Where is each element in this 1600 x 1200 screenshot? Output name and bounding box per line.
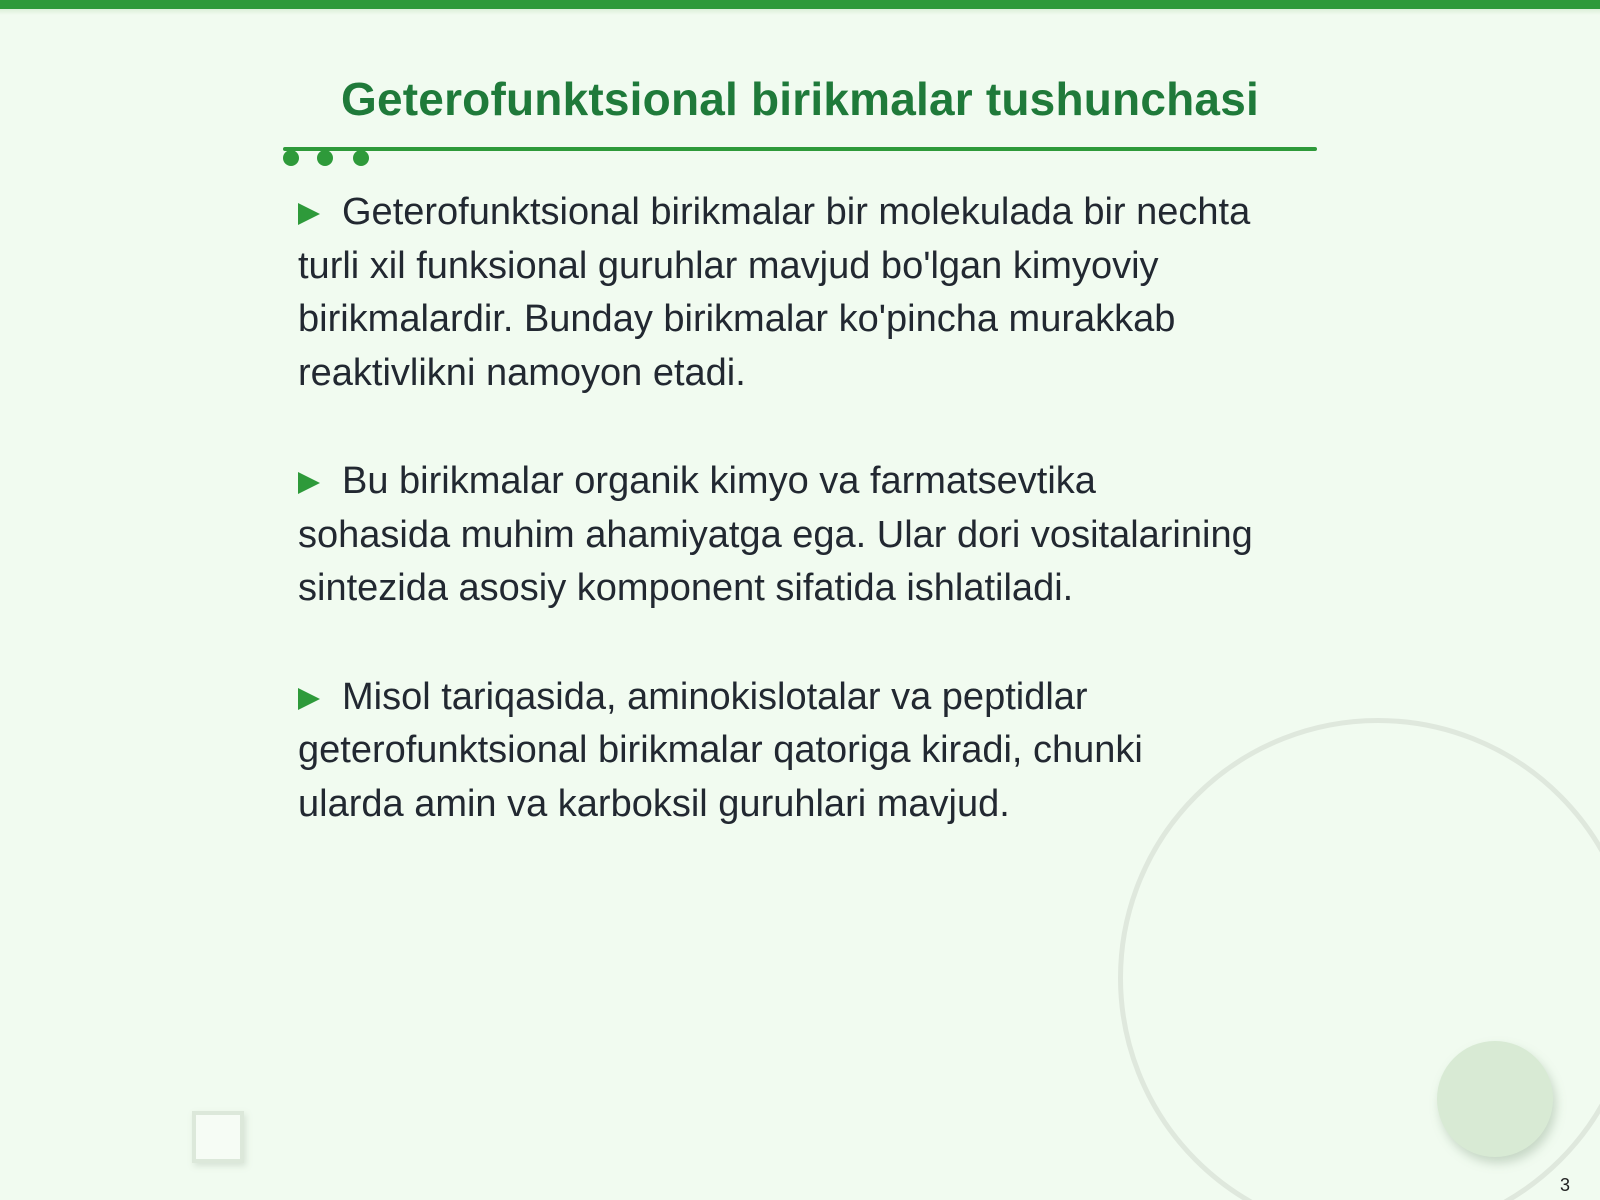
bullet-text: Misol tariqasida, aminokislotalar va peptidlar geterofunktsional birikmalar qatoriga kiradi, chunki ularda amin va karboksil guruhlari mavjud. xyxy=(298,675,1143,825)
decorative-circle xyxy=(1437,1041,1553,1157)
page-number: 3 xyxy=(1559,1175,1570,1195)
decorative-dot-icon xyxy=(353,150,369,166)
decorative-dot-icon xyxy=(283,150,299,166)
top-bar-shadow xyxy=(0,9,1600,15)
bullet-text: Geterofunktsional birikmalar bir molekulada bir nechta turli xil funksional guruhlar mavjud bo'lgan kimyoviy birikmalardir. Bunday birikmalar ko'pincha murakkab reaktivlikni namoyon etadi. xyxy=(298,191,1251,394)
decorative-dot-icon xyxy=(317,150,333,166)
triangle-bullet-icon xyxy=(298,688,320,710)
bullet-text: Bu birikmalar organik kimyo va farmatsevtika sohasida muhim ahamiyatga ega. Ular dori vositalarining sintezida asosiy komponent sifatida ishlatiladi. xyxy=(298,460,1253,609)
top-accent-bar xyxy=(0,0,1600,9)
bullet-list xyxy=(298,186,1258,886)
bullet-item xyxy=(298,671,1258,832)
triangle-bullet-icon xyxy=(298,203,320,225)
triangle-bullet-icon xyxy=(298,472,320,494)
bullet-item xyxy=(298,186,1258,400)
decorative-square xyxy=(192,1111,244,1163)
title-underline xyxy=(283,147,1317,151)
slide-title: Geterofunktsional birikmalar tushunchasi xyxy=(341,73,1259,125)
bullet-item xyxy=(298,455,1258,616)
